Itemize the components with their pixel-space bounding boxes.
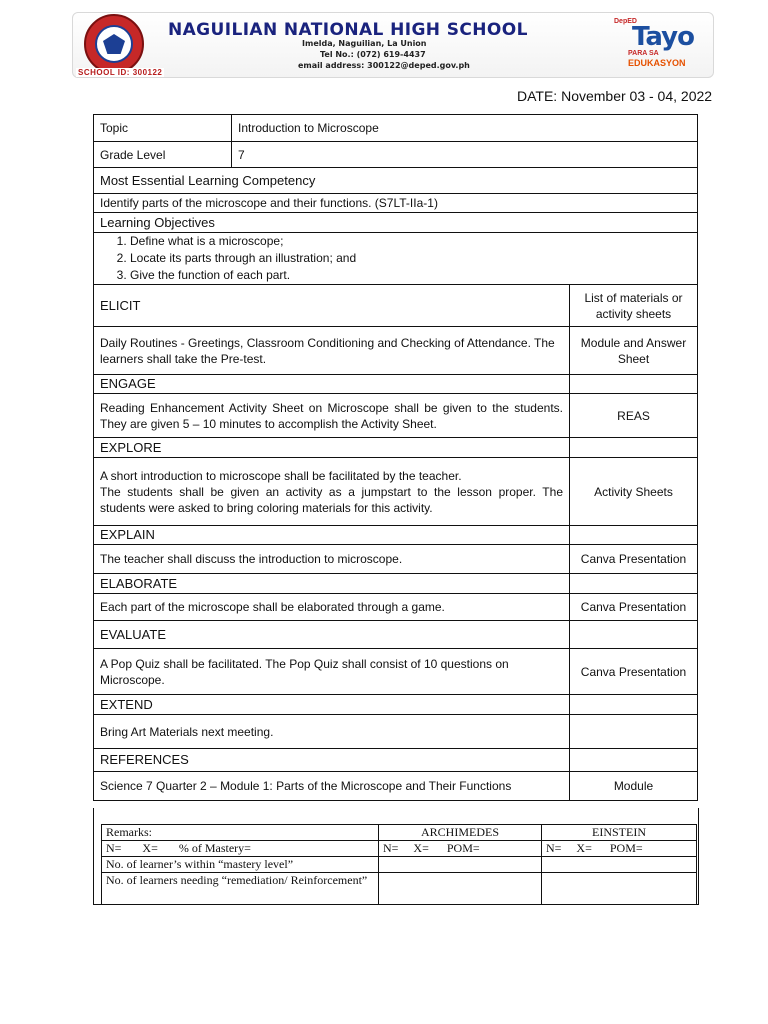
grade-label: Grade Level: [94, 142, 232, 168]
explore-heading: EXPLORE: [94, 438, 570, 458]
explore-text-line1: A short introduction to microscope shall be facilitated by the teacher.: [100, 468, 462, 483]
evaluate-material: Canva Presentation: [570, 649, 698, 695]
deped-tayo-logo-icon: DepED Tayo PARA SA EDUKASYON: [614, 18, 694, 68]
school-tel: Tel No.: (072) 619-4437: [320, 50, 426, 59]
school-id: SCHOOL ID: 300122: [78, 68, 163, 77]
references-material: Module: [570, 772, 698, 801]
remediation-label: No. of learners needing “remediation/ Reinforcement”: [102, 873, 379, 905]
topic-value: Introduction to Microscope: [232, 115, 698, 142]
lesson-date: DATE: November 03 - 04, 2022: [517, 88, 713, 104]
table-row: [94, 621, 698, 649]
table-row: [102, 873, 697, 905]
table-row: [94, 545, 698, 574]
col-einstein: EINSTEIN: [542, 825, 697, 841]
explore-text-line2: The students shall be given an activity as a jumpstart to the lesson proper. The students were asked to bring coloring materials for this activity.: [100, 484, 563, 515]
objective-item: 1. Define what is a microscope;: [130, 233, 691, 250]
references-heading: REFERENCES: [94, 749, 570, 772]
engage-heading: ENGAGE: [94, 375, 570, 394]
melc-value: Identify parts of the microscope and their functions. (S7LT-IIa-1): [94, 194, 698, 213]
extend-heading: EXTEND: [94, 695, 570, 715]
evaluate-heading: EVALUATE: [94, 621, 570, 649]
table-row: [102, 857, 697, 873]
school-seal-icon: [84, 14, 144, 74]
table-row: [94, 649, 698, 695]
table-row: [102, 841, 697, 857]
grade-value: 7: [232, 142, 698, 168]
topic-label: Topic: [94, 115, 232, 142]
table-row: [94, 115, 698, 142]
table-row: [94, 574, 698, 594]
explain-text: The teacher shall discuss the introduction to microscope.: [94, 545, 570, 574]
melc-label: Most Essential Learning Competency: [94, 168, 698, 194]
mastery-level-label: No. of learner’s within “mastery level”: [102, 857, 379, 873]
table-row: [94, 715, 698, 749]
remarks-table: [101, 824, 697, 905]
objective-item: 2. Locate its parts through an illustration; and: [130, 250, 691, 267]
explain-heading: EXPLAIN: [94, 526, 570, 545]
table-row: [94, 394, 698, 438]
table-row: [94, 375, 698, 394]
objectives-label: Learning Objectives: [94, 213, 698, 233]
einstein-pom: N= X= POM=: [542, 841, 697, 857]
explore-material: Activity Sheets: [570, 458, 698, 526]
engage-text: Reading Enhancement Activity Sheet on Microscope shall be given to the students. They are given 5 – 10 minutes to accomplish the Activity Sheet.: [94, 394, 570, 438]
objectives-list: [100, 233, 691, 284]
objectives-cell: [94, 233, 698, 285]
explore-text: [94, 458, 570, 526]
elaborate-heading: ELABORATE: [94, 574, 570, 594]
col-archimedes: ARCHIMEDES: [379, 825, 542, 841]
references-text: Science 7 Quarter 2 – Module 1: Parts of the Microscope and Their Functions: [94, 772, 570, 801]
table-row: [102, 825, 697, 841]
school-email: email address: 300122@deped.gov.ph: [298, 61, 470, 70]
table-row: [94, 438, 698, 458]
table-row: [94, 594, 698, 621]
school-header: [72, 12, 712, 82]
explain-material: Canva Presentation: [570, 545, 698, 574]
elaborate-text: Each part of the microscope shall be elaborated through a game.: [94, 594, 570, 621]
table-row: [94, 233, 698, 285]
school-name: NAGUILIAN NATIONAL HIGH SCHOOL: [168, 20, 528, 40]
table-row: [94, 749, 698, 772]
archimedes-pom: N= X= POM=: [379, 841, 542, 857]
school-address: Imelda, Naguilian, La Union: [302, 39, 427, 48]
table-row: [94, 142, 698, 168]
elaborate-material: Canva Presentation: [570, 594, 698, 621]
materials-header: List of materials or activity sheets: [570, 285, 698, 327]
lesson-plan-table: [93, 114, 698, 801]
elicit-heading: ELICIT: [94, 285, 570, 327]
mastery-row-label: N= X= % of Mastery=: [102, 841, 379, 857]
objective-item: 3. Give the function of each part.: [130, 267, 691, 284]
table-row: [94, 695, 698, 715]
table-row: [94, 327, 698, 375]
table-row: [94, 194, 698, 213]
elicit-text: Daily Routines - Greetings, Classroom Conditioning and Checking of Attendance. The learners shall take the Pre-test.: [94, 327, 570, 375]
table-row: [94, 526, 698, 545]
table-row: [94, 285, 698, 327]
engage-material: REAS: [570, 394, 698, 438]
extend-text: Bring Art Materials next meeting.: [94, 715, 570, 749]
evaluate-text: A Pop Quiz shall be facilitated. The Pop Quiz shall consist of 10 questions on Microscope.: [94, 649, 570, 695]
table-row: [94, 458, 698, 526]
elicit-material: Module and Answer Sheet: [570, 327, 698, 375]
table-row: [94, 772, 698, 801]
table-row: [94, 168, 698, 194]
remarks-label: Remarks:: [102, 825, 379, 841]
table-row: [94, 213, 698, 233]
